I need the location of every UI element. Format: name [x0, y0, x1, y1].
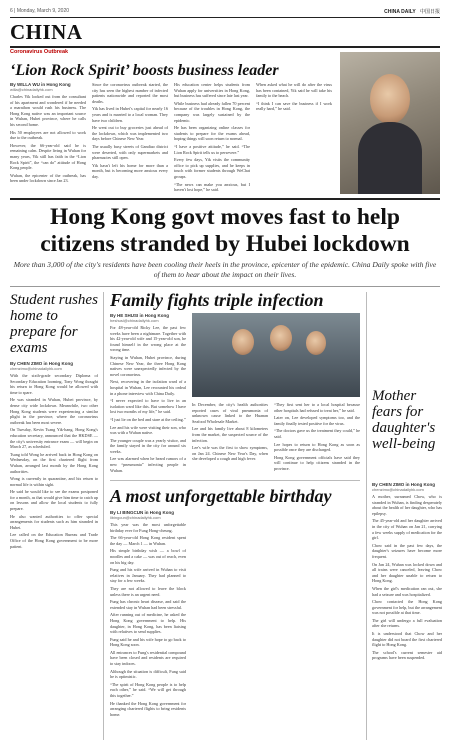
story5-email: libingcun@chinadailyhk.com: [110, 515, 161, 520]
story2-paragraph: Tsang told Wong he arrived back in Hong Kong on Wednesday, on the first chartered flight from Wuhan, arranged last month by the Hong Kong authorities.: [10, 451, 98, 474]
story4-byline: By CHEN ZIMO in Hong Kong: [372, 482, 435, 487]
story1-email: willa@chinadailyhk.com: [10, 87, 53, 92]
story1-paragraph: “The news can make you anxious, but I haven't lost hope,” he said.: [174, 181, 250, 193]
story3-column-1: [110, 325, 186, 475]
story3-paragraph: Lee and his family live about 8 kilometers from the market, the suspected source of the infection.: [192, 426, 268, 443]
story1-column-3: [174, 82, 250, 194]
story5-paragraph: “The spirit of Hong Kong people is to help each other,” he said. “We will get through this together.”: [110, 681, 186, 699]
story4-paragraph: The school's current semester aid programs have been suspended.: [372, 649, 442, 661]
story1-paragraph: When asked what he will do after the virus has been contained, Yik said he will take his family to the beach.: [256, 82, 332, 99]
story2-paragraph: He said he would like to see the exams postponed for a month, as that would give him time to catch up on lessons and allow the local students to fully prepare.: [10, 489, 98, 512]
story1-paragraph: “I have a positive attitude,” he said. “The Lion Rock Spirit tells us to persevere.”: [174, 143, 250, 155]
story1-byline: By WILLA WU in Hong Kong: [10, 82, 71, 87]
story3-paragraph: The younger couple was a yearly visitor, and the family stayed in the city for around six weeks.: [110, 437, 186, 454]
story5-byline-block: [110, 510, 174, 520]
story1-column-4: [256, 82, 332, 194]
story3-paragraph: “They first sent her to a local hospital because other hospitals had refused to treat her,” he said.: [274, 402, 360, 413]
story3-byline-block: [110, 313, 169, 323]
story4-paragraph: It is understood that Chow and her daughter did not board the first chartered flight to Hong Kong.: [372, 631, 442, 648]
story1-byline-block: [10, 82, 71, 92]
story5-column-2: [192, 510, 272, 740]
story1-paragraph: He went out to buy groceries just ahead of the lockdown, which was implemented two days before Chinese New Year.: [92, 125, 168, 142]
story1-column-2: [92, 82, 168, 194]
photo-face-2: [270, 325, 292, 351]
page-date: 6 | Monday, March 9, 2020: [10, 8, 70, 14]
story4-column: [372, 494, 442, 740]
story5-paragraph: Fung and his wife arrived in Wuhan to visit relatives in January. They had planned to stay for a few weeks.: [110, 567, 186, 584]
story3-column-3: [274, 402, 360, 475]
story2-headline: Student rushes home to prepare for exams: [10, 292, 98, 356]
story5-byline: By LI BINGCUN in Hong Kong: [110, 510, 174, 515]
story2-column: [10, 373, 98, 739]
story3-byline: By HE SHUSI in Hong Kong: [110, 313, 169, 318]
story3-paragraph: “The doctors gave us the treatment they could,” he said.: [274, 428, 360, 439]
story1-paragraph: Yik has lived in Hubei's capital for nearly 16 years and is married to a local woman. They have two children.: [92, 106, 168, 123]
portrait-face: [370, 74, 410, 124]
story4-paragraph: The 45-year-old and her daughter arrived in the city of Wuhan on Jan 21, carrying a few weeks supply of medication for the girl.: [372, 518, 442, 541]
story5-column-1: [110, 522, 186, 740]
deck-rule: [10, 286, 440, 287]
story5-paragraph: The 66-year-old Hong Kong resident spent the day — March 1 — in Wuhan.: [110, 535, 186, 546]
lead-headline: Hong Kong govt moves fast to help citizens stranded by Hubei lockdown: [40, 204, 410, 257]
story4-paragraph: When the girl's medication ran out, she had a seizure and was hospitalized.: [372, 585, 442, 597]
story1-paragraph: However, the 66-year-old said he is remaining calm. Despite living in Wuhan for many years, Yik still has faith in the “Lion Rock Spirit”, the “can do” attitude of Hong Kong people.: [10, 142, 86, 171]
story5-paragraph: They are not allowed to leave the block unless there is an urgent need.: [110, 585, 186, 597]
story3-paragraph: In December, the city's health authorities reported cases of viral pneumonia of unknown cause linked to the Huanan Seafood Wholesale Market.: [192, 402, 268, 424]
story1-paragraph: While business had already fallen 70 percent because of the troubles in Hong Kong, the company was largely sustained by the epidemic.: [174, 100, 250, 123]
story3-paragraph: Lee was alarmed when he heard rumors of a new “pneumonia” infecting people in Wuhan.: [110, 456, 186, 473]
story1-paragraph: Since the coronavirus outbreak started, the city has seen the highest number of infected patients nationwide and reported the most deaths.: [92, 82, 168, 104]
story5-paragraph: Fung has chronic heart disease, and said the extended stay in Wuhan had been stressful.: [110, 599, 186, 610]
story1-paragraph: Yik hasn't left his home for more than a month, but is becoming more anxious every day.: [92, 162, 168, 179]
story5-paragraph: He thanked the Hong Kong government for arranging chartered flights to bring residents home.: [110, 700, 186, 717]
story2-paragraph: He also wanted authorities to offer special arrangements for students such as him stranded in Hubei.: [10, 513, 98, 530]
story5-paragraph: Fung said he and his wife hope to go back to Hong Kong soon.: [110, 636, 186, 648]
story1-paragraph: Wuhan, the epicenter of the outbreak, has been under lockdown since Jan 23.: [10, 172, 86, 184]
divider-right: [366, 292, 367, 740]
story4-paragraph: Chow said in the past few days, the daughter's seizures have become more frequent.: [372, 542, 442, 559]
story1-paragraph: His 50 employees are not allowed to work due to the outbreak.: [10, 129, 86, 141]
story1-paragraph: “I think I can save the business if I work really hard,” he said.: [256, 100, 332, 112]
story1-column-1: [10, 94, 86, 194]
portrait-jacket: [358, 122, 422, 194]
story4-paragraph: Chow contacted the Hong Kong government for help, but the arrangement was not possible at that time.: [372, 599, 442, 616]
story4-email: chenzimo@chinadailyhk.com: [372, 487, 424, 492]
story1-portrait-photo: [340, 52, 440, 194]
story4-headline: Mother fears for daughter's well-being: [372, 388, 436, 452]
story1-headline: ‘Lion Rock Spirit’ boosts business leader: [10, 62, 279, 79]
story3-paragraph: Hong Kong government officials have said they will continue to help citizens stranded in the province.: [274, 454, 360, 471]
story1-paragraph: Every few days, Yik visits the community office to pick up supplies, and he keeps in touch with former students through WeChat groups.: [174, 157, 250, 179]
story3-paragraph: Lee and his wife were visiting their son, who was with a Wuhan native.: [110, 424, 186, 436]
story3-email: heshusi@chinadailyhk.com: [110, 318, 159, 323]
story3-paragraph: Lee's wife was the first to show symptoms, on Jan 24. Chinese New Year's Day, when she developed a cough and high fever.: [192, 445, 268, 462]
paper-name: CHINA DAILY 中国日报: [384, 8, 440, 15]
story3-family-photo: [192, 313, 360, 397]
divider-left: [103, 292, 104, 740]
lead-rule: [10, 198, 440, 200]
story5-paragraph: Although the situation is difficult, Fung said he is optimistic.: [110, 668, 186, 680]
section-kicker: Coronavirus Outbreak: [10, 49, 69, 55]
story3-paragraph: Next, recovering in the isolation ward of a hospital in Wuhan, Lee recounted his ordeal in a phone interview with China Daily.: [110, 379, 186, 396]
section-rule: [10, 46, 440, 48]
story1-paragraph: His education center helps students from Wuhan apply for universities in Hong Kong, but business has suffered since late last year.: [174, 82, 250, 99]
story3-column-2: [192, 402, 268, 475]
story3-paragraph: “I just lie on the bed and stare at the ceiling.”: [110, 416, 186, 422]
story2-byline-block: [10, 361, 73, 371]
story3-paragraph: “I never expected to have to live in an isolation ward like this. But somehow I have lost two months of my life,” he said.: [110, 398, 186, 415]
story2-paragraph: With the sixth-grade secondary Diploma of Secondary Education looming, Tony Wong thought his return to Hong Kong would be allowed with time to spare.: [10, 373, 98, 395]
story3-paragraph: Later on, Lee developed symptoms too, and the family finally tested positive for the virus.: [274, 415, 360, 426]
story5-column-3: [278, 510, 360, 740]
story5-paragraph: This year was the most unforgettable birthday ever for Fung Hong-cheung.: [110, 522, 186, 533]
story5-paragraph: His simple birthday wish — a bowl of noodles and a cake — was out of reach, even on his big day.: [110, 548, 186, 565]
story1-paragraph: He has been organizing online classes for students to prepare for the exams ahead, hoping things will soon return to normal.: [174, 125, 250, 142]
story1-paragraph: The usually busy streets of Gandiao district were deserted, with only supermarkets and pharmacies still open.: [92, 143, 168, 161]
divider-center: [110, 480, 360, 481]
story4-paragraph: The girl will undergo a full evaluation after she returns.: [372, 617, 442, 629]
story1-paragraph: Charles Yik looked out from the consultant of his apartment and wondered if he needed a marathon would rush his business. The Hong Kong native was an important source in Wuhan, Hubei province, where he calls his second home.: [10, 94, 86, 127]
lead-deck: More than 3,000 of the city's residents have been cooling their heels in the province, epicenter of the epidemic. China Daily spoke with five of them to hear about the impact on their lives.: [13, 260, 437, 279]
story2-email: chenzimo@chinadailyhk.com: [10, 366, 62, 371]
page-topbar: [10, 6, 440, 16]
photo-face-1: [232, 329, 254, 355]
story2-paragraph: On Tuesday, Kevin Tsang Yik-hang, Hong Kong's education secretary, announced that the HKDSE — the city's university entrance exam — will begin on March 27, as scheduled.: [10, 427, 98, 450]
story5-headline: A most unforgettable birthday: [110, 486, 332, 506]
section-title: CHINA: [10, 20, 83, 44]
story3-paragraph: Lee hopes to return to Hong Kong as soon as possible once they are discharged.: [274, 441, 360, 453]
story3-paragraph: For 48-year-old Ricky Lee, the past few weeks have been a nightmare. Together with his 42-year-old wife and 15-year-old son, he found himself in the wrong place at the wrong time.: [110, 325, 186, 353]
story4-paragraph: On Jan 24, Wuhan was locked down and all trains were canceled, leaving Chow and her daughter unable to return to Hong Kong.: [372, 561, 442, 584]
story2-paragraph: Lee called on the Education Bureau and Trade Office of the Hong Kong government to be more patient.: [10, 532, 98, 549]
story2-paragraph: He was stranded in Wuhan, Hubei province, by dense city wide lockdown. Meanwhile, two other Hong Kong students were experiencing a similar plight in the province, where the coronavirus outbreak has been most severe.: [10, 397, 98, 425]
top-rule: [10, 17, 440, 18]
story2-paragraph: Wong is currently in quarantine, and his return to normal life is within sight.: [10, 476, 98, 487]
story5-paragraph: All entrances to Fung's residential compound have been closed and residents are required to stay indoors.: [110, 649, 186, 667]
photo-face-3: [306, 331, 326, 355]
story5-paragraph: After running out of medicine, he asked the Hong Kong government to help. His daughter, in Hong Kong, has been liaising with relatives to send supplies.: [110, 612, 186, 635]
story4-byline-block: [372, 482, 435, 492]
story4-paragraph: A mother, surnamed Chow, who is stranded in Wuhan, is finding desperately about the health of her daughter, who has epilepsy.: [372, 494, 442, 516]
story3-paragraph: Staying in Wuhan, Hubei province, during Chinese New Year, the three Hong Kong natives were unexpectedly infected by the novel coronavirus.: [110, 354, 186, 377]
story2-byline: By CHEN ZIMO in Hong Kong: [10, 361, 73, 366]
story3-headline: Family fights triple infection: [110, 290, 324, 310]
